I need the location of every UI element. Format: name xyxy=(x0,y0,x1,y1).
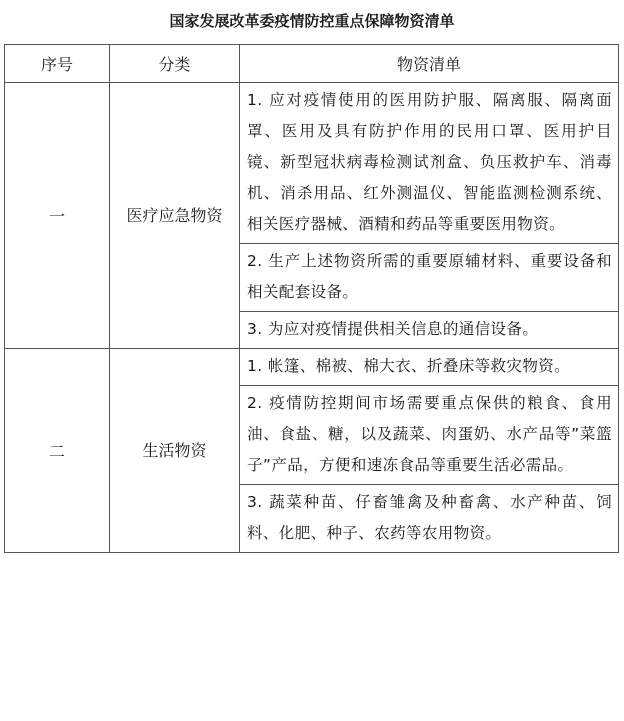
group-number: 二 xyxy=(5,349,110,553)
supply-item: 1. 应对疫情使用的医用防护服、隔离服、隔离面罩、医用及具有防护作用的民用口罩、医用护目镜、新型冠状病毒检测试剂盒、负压救护车、消毒机、消杀用品、红外测温仪、智能监测检测系统、相关医疗器械、酒精和药品等重要医用物资。 xyxy=(240,83,619,244)
header-category: 分类 xyxy=(110,45,240,83)
header-serial-number: 序号 xyxy=(5,45,110,83)
table-row xyxy=(5,83,619,244)
table-header-row xyxy=(5,45,619,83)
supply-item: 1. 帐篷、棉被、棉大衣、折叠床等救灾物资。 xyxy=(240,349,619,386)
group-number: 一 xyxy=(5,83,110,349)
group-category: 医疗应急物资 xyxy=(110,83,240,349)
supply-item: 3. 为应对疫情提供相关信息的通信设备。 xyxy=(240,312,619,349)
document-title: 国家发展改革委疫情防控重点保障物资清单 xyxy=(169,12,455,30)
header-supplies-list: 物资清单 xyxy=(240,45,619,83)
supply-item: 2. 疫情防控期间市场需要重点保供的粮食、食用油、食盐、糖，以及蔬菜、肉蛋奶、水产品等”菜篮子”产品，方便和速冻食品等重要生活必需品。 xyxy=(240,386,619,485)
group-category: 生活物资 xyxy=(110,349,240,553)
supplies-table xyxy=(4,44,619,553)
supply-item: 3. 蔬菜种苗、仔畜雏禽及种畜禽、水产种苗、饲料、化肥、种子、农药等农用物资。 xyxy=(240,485,619,553)
supply-item: 2. 生产上述物资所需的重要原辅材料、重要设备和相关配套设备。 xyxy=(240,244,619,312)
table-row xyxy=(5,349,619,386)
